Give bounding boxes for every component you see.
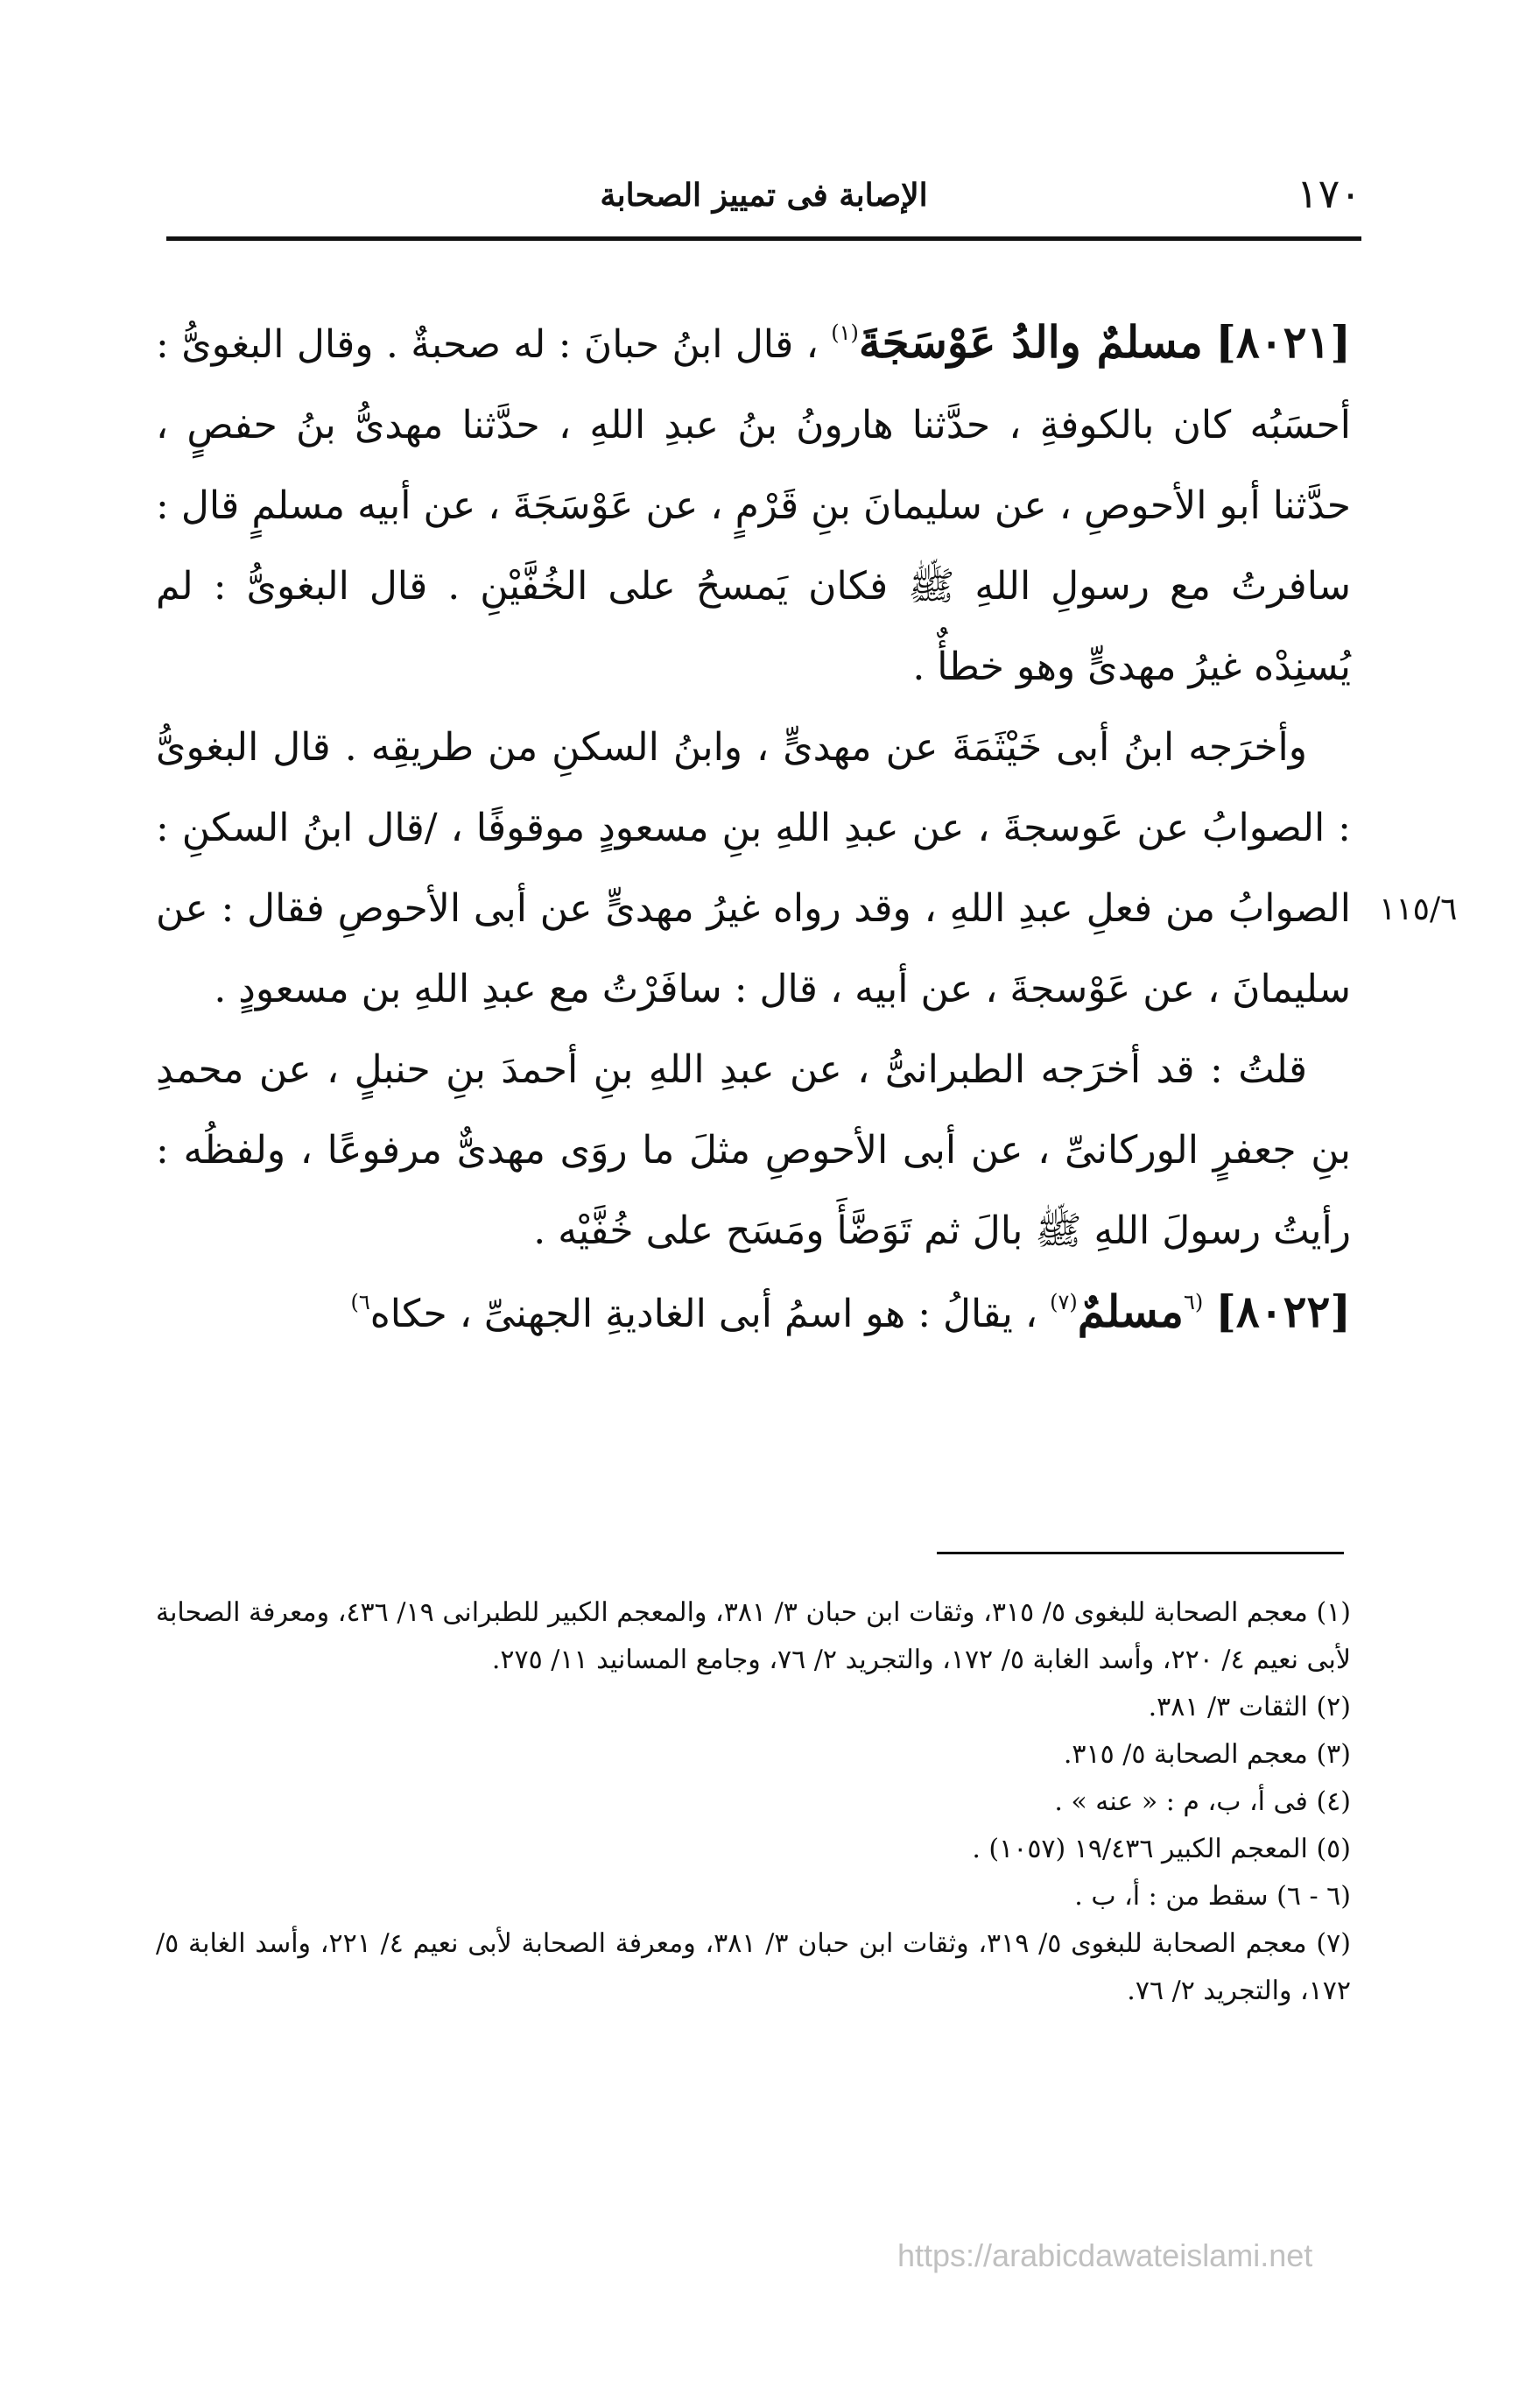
footnote-ref: (٦ <box>1183 1290 1204 1314</box>
footnote-text: معجم الصحابة ٥/ ٣١٥. <box>1063 1739 1308 1770</box>
paragraph: قلتُ : قد أخرَجه الطبرانىُّ ، عن عبدِ اللهِ بنِ أحمدَ بنِ حنبلٍ ، عن محمدِ بنِ جعفرٍ الوركانىِّ ، عن أبى الأحوصِ مثلَ ما روَى مهدىٌّ مرفوعًا ، ولفظُه : رأيتُ رسولَ اللهِ ﷺ بالَ ثم تَوَضَّأَ ومَسَح على خُفَّيْه . <box>156 1047 1351 1253</box>
footnotes <box>156 1589 1351 2015</box>
footnote <box>156 1589 1351 1684</box>
main-text <box>156 302 1351 1355</box>
footnote-ref: (١) <box>831 321 859 345</box>
footnote-text: الثقات ٣/ ٣٨١. <box>1148 1692 1308 1722</box>
entry-8022 <box>156 1272 1351 1355</box>
footnote-label: (٦ - ٦) <box>1276 1881 1351 1912</box>
footnote-ref: (٧) <box>1050 1290 1078 1314</box>
footnote <box>156 1731 1351 1779</box>
entry-number: [٨٠٢١] <box>1215 316 1351 368</box>
footnote-text: سقط من : أ، ب . <box>1074 1881 1269 1912</box>
footnote-text: فى أ، ب، م : « عنه » . <box>1054 1786 1308 1817</box>
footnote-text: معجم الصحابة للبغوى ٥/ ٣١٥، وثقات ابن حبان ٣/ ٣٨١، والمعجم الكبير للطبرانى ١٩/ ٤٣٦، ومعرفة الصحابة لأبى نعيم ٤/ ٢٢٠، وأسد الغابة ٥/ ١٧٢، والتجريد ٢/ ٧٦، وجامع المسانيد ١١/ ٢٧٥. <box>156 1597 1351 1675</box>
footnote-label: (٧) <box>1316 1928 1351 1959</box>
margin-page-reference: ١١٥/٦ <box>1379 891 1458 927</box>
page-number: ١٧٠ <box>1296 170 1361 217</box>
entry-name: مسلمٌ والدُ عَوْسَجَةَ <box>858 316 1203 368</box>
footnote-label: (٢) <box>1316 1692 1351 1722</box>
entry-8021 <box>156 302 1351 708</box>
footnote-label: (٣) <box>1316 1739 1351 1770</box>
paragraph: وأخرَجه ابنُ أبى خَيْثَمَةَ عن مهدىٍّ ، وابنُ السكنِ من طريقِه . قال البغوىُّ : الصوابُ عن عَوسجةَ ، عن عبدِ اللهِ بنِ مسعودٍ موقوفًا ، /قال ابنُ السكنِ : الصوابُ من فعلِ عبدِ اللهِ ، وقد رواه غيرُ مهدىٍّ عن أبى الأحوصِ فقال : عن سليمانَ ، عن عَوْسجةَ ، عن أبيه ، قال : سافَرْتُ مع عبدِ اللهِ بن مسعودٍ . <box>156 725 1352 1011</box>
header-rule <box>166 236 1361 241</box>
footnote-text: المعجم الكبير ١٩/٤٣٦ (١٠٥٧) . <box>972 1834 1308 1864</box>
footnote-label: (١) <box>1316 1597 1351 1628</box>
footnote <box>156 1873 1351 1920</box>
entry-text: ، قال ابنُ حبانَ : له صحبةٌ . وقال البغوىُّ : أحسَبُه كان بالكوفةِ ، حدَّثنا هارونُ بنُ عبدِ اللهِ ، حدَّثنا مهدىُّ بنُ حفصٍ ، حدَّثنا أبو الأحوصِ ، عن سليمانَ بنِ قَرْمٍ ، عن عَوْسَجَةَ ، عن أبيه مسلمٍ قال : سافرتُ مع رسولِ اللهِ ﷺ فكان يَمسحُ على الخُفَّيْنِ . قال البغوىُّ : لم يُسنِدْه غيرُ مهدىٍّ وهو خطأٌ . <box>156 322 1351 689</box>
footnote-label: (٤) <box>1316 1786 1351 1817</box>
footnote <box>156 1684 1351 1731</box>
watermark-url: https://arabicdawateislami.net <box>897 2237 1313 2273</box>
footnote <box>156 1920 1351 2015</box>
entry-number: [٨٠٢٢] <box>1215 1286 1351 1337</box>
footnote-label: (٥) <box>1316 1834 1351 1864</box>
page-header <box>166 166 1361 236</box>
running-title: الإصابة فى تمييز الصحابة <box>600 177 928 214</box>
footnotes-rule <box>937 1552 1344 1554</box>
footnote <box>156 1779 1351 1826</box>
entry-text: ، يقالُ : هو اسمُ أبى الغاديةِ الجهنىِّ ، حكاه <box>369 1292 1038 1336</box>
footnote <box>156 1826 1351 1873</box>
footnote-ref: ٦) <box>350 1290 370 1314</box>
entry-name: مسلمٌ <box>1077 1286 1184 1337</box>
footnote-text: معجم الصحابة للبغوى ٥/ ٣١٩، وثقات ابن حبان ٣/ ٣٨١، ومعرفة الصحابة لأبى نعيم ٤/ ٢٢١، وأسد الغابة ٥/ ١٧٢، والتجريد ٢/ ٧٦. <box>156 1928 1351 2006</box>
